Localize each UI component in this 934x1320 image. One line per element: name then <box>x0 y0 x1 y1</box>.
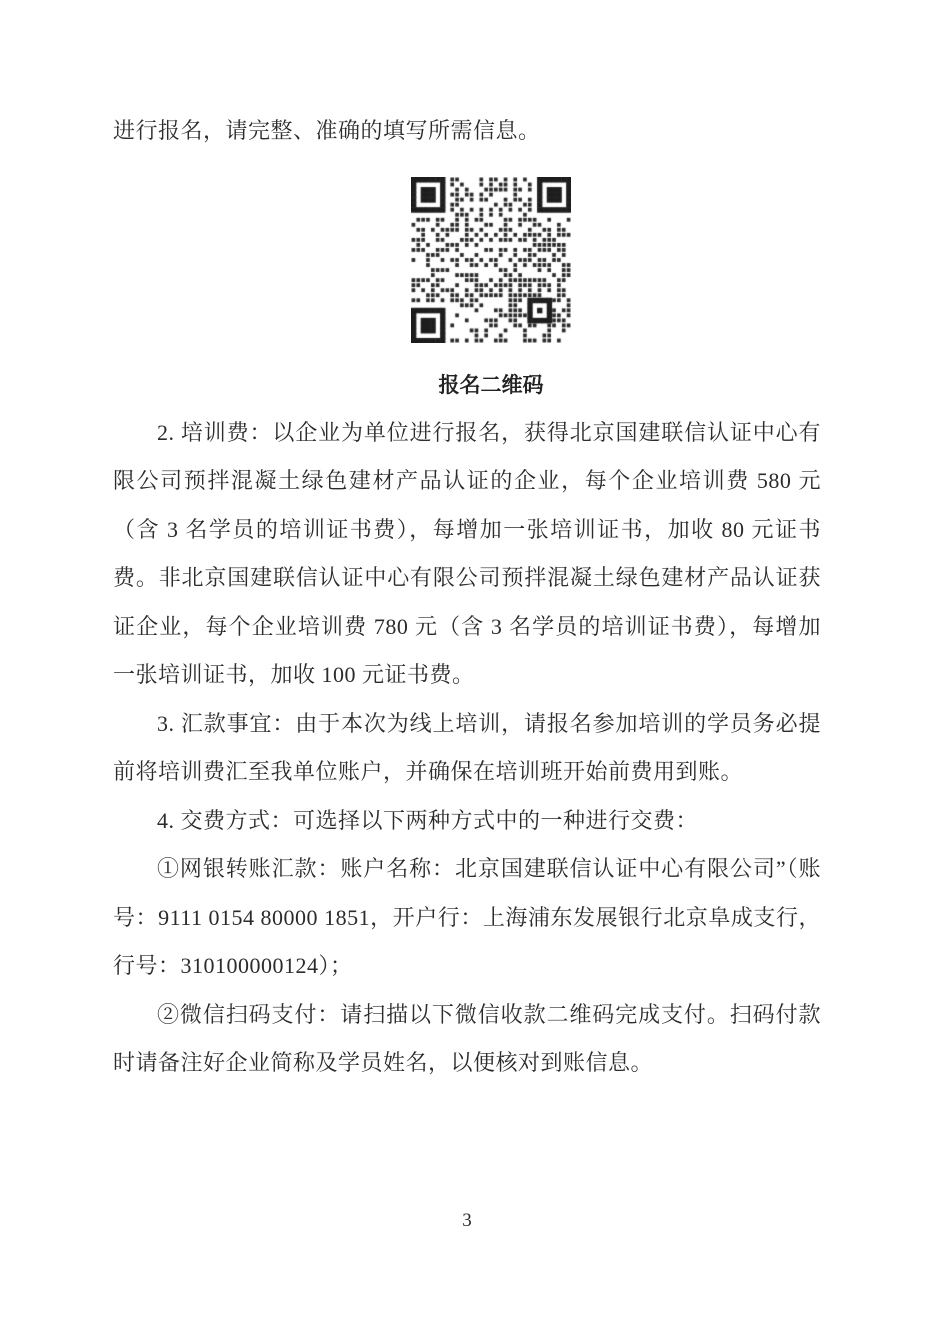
paragraph-wechat-pay: ②微信扫码支付：请扫描以下微信收款二维码完成支付。扫码付款时请备注好企业简称及学员姓名，以便核对到账信息。 <box>113 1001 821 1075</box>
qr-figure <box>137 177 845 396</box>
paragraph-bank-transfer: ①网银转账汇款：账户名称：北京国建联信认证中心有限公司”（账号：9111 0154 80000 1851，开户行：上海浦东发展银行北京阜成支行，行号：310100000124）； <box>113 856 821 978</box>
paragraph-training-fee: 2. 培训费：以企业为单位进行报名，获得北京国建联信认证中心有限公司预拌混凝土绿色建材产品认证的企业，每个企业培训费 580 元（含 3 名学员的培训证书费），每增加一张培训证书，加收 80 元证书费。非北京国建联信认证中心有限公司预拌混凝土绿色建材产品认证获证企业，每个企业培训费 780 元（含 3 名学员的培训证书费），每增加一张培训证书，加收 100 元证书费。 <box>113 419 821 687</box>
paragraph-payment-methods: 4. 交费方式：可选择以下两种方式中的一种进行交费： <box>157 807 699 833</box>
registration-qr-code-image <box>411 177 571 343</box>
qr-caption: 报名二维码 <box>438 372 544 397</box>
paragraph-intro: 进行报名，请完整、准确的填写所需信息。 <box>113 118 541 143</box>
paragraph-remittance: 3. 汇款事宜：由于本次为线上培训，请报名参加培训的学员务必提前将培训费汇至我单位账户，并确保在培训班开始前费用到账。 <box>113 710 821 784</box>
page-number: 3 <box>462 1210 472 1231</box>
